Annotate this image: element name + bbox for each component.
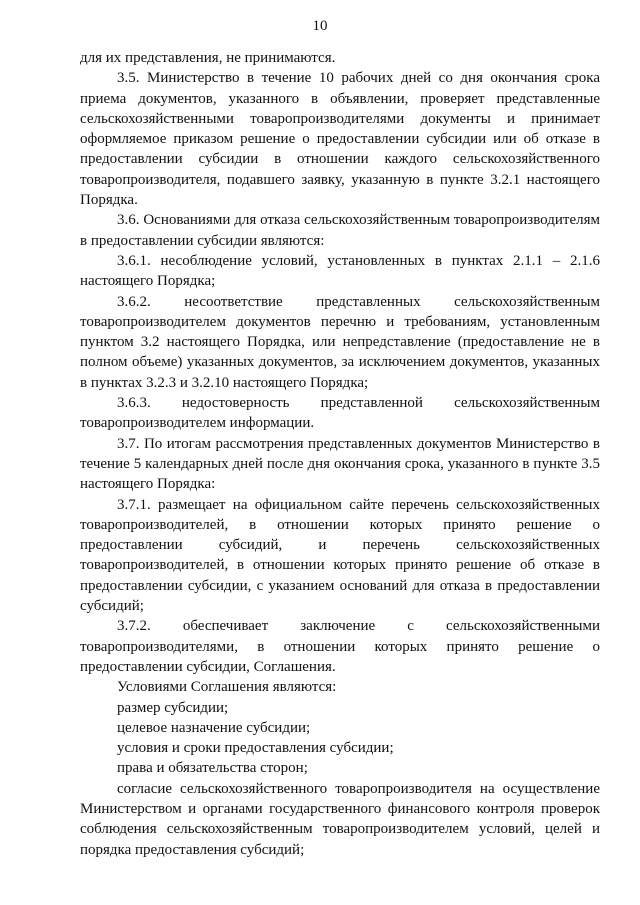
paragraph-continuation: для их представления, не принимаются. bbox=[80, 50, 336, 66]
document-body bbox=[80, 48, 600, 860]
paragraph-3-6: 3.6. Основаниями для отказа сельскохозяйственным товаропроизводителям в предоставлении субсидии являются: bbox=[80, 212, 600, 249]
page-number: 10 bbox=[312, 18, 328, 34]
agreement-conditions-heading: Условиями Соглашения являются: bbox=[117, 679, 337, 696]
paragraph-3-5: 3.5. Министерство в течение 10 рабочих дней со дня окончания срока приема документов, указанного в объявлении, проверяет представленные сельскохозяйственными товаропроизводителями документы и принимает оформляемое приказом решение о предоставлении субсидии или об отказе в предоставлении субсидии в отношении каждого сельскохозяйственного товаропроизводителя, подавшего заявку, указанную в пункте 3.2.1 настоящего Порядка. bbox=[80, 70, 600, 209]
condition-item: размер субсидии; bbox=[117, 699, 229, 716]
paragraph-3-6-1: 3.6.1. несоблюдение условий, установленных в пунктах 2.1.1 – 2.1.6 настоящего Порядка; bbox=[80, 252, 600, 290]
paragraph-3-6-2: 3.6.2. несоответствие представленных сельскохозяйственным товаропроизводителем документов перечню и требованиям, установленным пунктом 3.2 настоящего Порядка, или непредставление (предоставление не в полном объеме) указанных документов, за исключением документов, указанных в пунктах 3.2.3 и 3.2.10 настоящего Порядка; bbox=[80, 293, 600, 391]
paragraph-3-7: 3.7. По итогам рассмотрения представленных документов Министерство в течение 5 календарных дней после дня окончания срока, указанного в пункте 3.5 настоящего Порядка: bbox=[80, 435, 600, 493]
condition-item: согласие сельскохозяйственного товаропроизводителя на осуществление Министерством и органами государственного финансового контроля проверок соблюдения сельскохозяйственным товаропроизводителем условий, целей и порядка предоставления субсидий; bbox=[80, 780, 600, 858]
condition-item: условия и сроки предоставления субсидии; bbox=[117, 740, 394, 757]
paragraph-3-7-2: 3.7.2. обеспечивает заключение с сельскохозяйственными товаропроизводителями, в отношении которых принято решение о предоставлении субсидии, Соглашения. bbox=[80, 618, 600, 675]
condition-item: целевое назначение субсидии; bbox=[117, 719, 311, 736]
condition-item: права и обязательства сторон; bbox=[117, 760, 308, 777]
paragraph-3-7-1: 3.7.1. размещает на официальном сайте перечень сельскохозяйственных товаропроизводителей, в отношении которых принято решение о предоставлении субсидий, и перечень сельскохозяйственных товаропроизводителей, в отношении которых принято решение об отказе в предоставлении субсидии, с указанием оснований для отказа в предоставлении субсидий; bbox=[80, 496, 600, 615]
paragraph-3-6-3: 3.6.3. недостоверность представленной сельскохозяйственным товаропроизводителем информации. bbox=[80, 395, 600, 432]
